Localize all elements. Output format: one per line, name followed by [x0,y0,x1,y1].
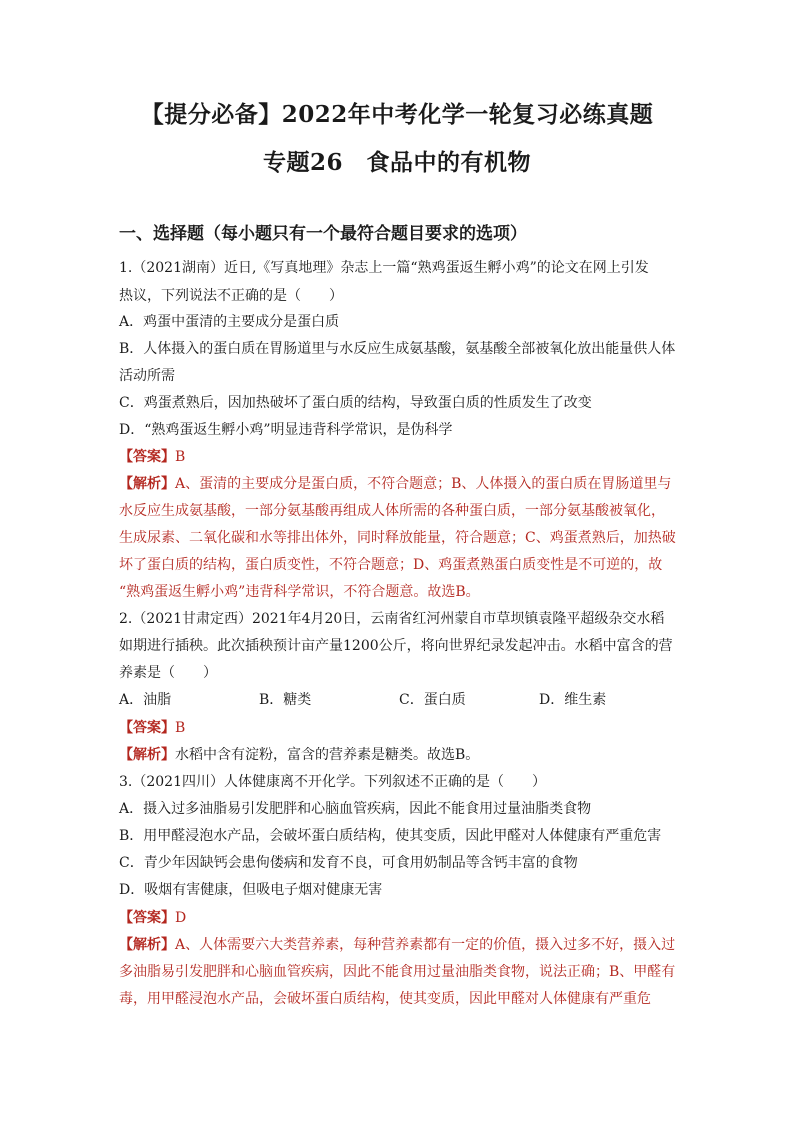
q1-option-b-cont: 活动所需 [119,368,175,384]
analysis-tag: 【解析】 [119,747,175,763]
analysis-tag: 【解析】 [119,476,175,492]
q3-option-b: B．用甲醛浸泡水产品，会破坏蛋白质结构，使其变质，因此甲醛对人体健康有严重危害 [119,828,662,844]
q2-analysis-line [119,745,479,765]
answer-value: D [175,910,187,926]
analysis-text: 水稻中含有淀粉，富含的营养素是糖类。故选B。 [175,747,480,763]
q1-option-c: C．鸡蛋煮熟后，因加热破坏了蛋白质的结构，导致蛋白质的性质发生了改变 [119,395,592,411]
q2-options [119,690,679,710]
q1-option-b: B．人体摄入的蛋白质在胃肠道里与水反应生成氨基酸，氨基酸全部被氧化放出能量供人体 [119,341,676,357]
q2-option-d: D．维生素 [539,692,607,708]
q1-stem-line: 热议，下列说法不正确的是（ ） [119,288,343,304]
q3-option-a: A．摄入过多油脂易引发肥胖和心脑血管疾病，因此不能食用过量油脂类食物 [119,801,592,817]
q3-analysis-line: 多油脂易引发肥胖和心脑血管疾病，因此不能食用过量油脂类食物，说法正确；B、甲醛有 [119,964,676,980]
q2-option-b: B．糖类 [259,692,312,708]
q1-analysis-line: “熟鸡蛋返生孵小鸡”违背科学常识，不符合题意。故选B。 [119,584,480,600]
q1-analysis-line: 生成尿素、二氧化碳和水等排出体外，同时释放能量，符合题意；C、鸡蛋煮熟后，加热破 [119,530,676,546]
analysis-text: A、人体需要六大类营养素，每种营养素都有一定的价值，摄入过多不好，摄入过 [175,937,676,953]
q1-answer [119,447,185,467]
answer-value: B [175,720,186,736]
answer-tag: 【答案】 [119,910,175,926]
answer-tag: 【答案】 [119,720,175,736]
analysis-text: A、蛋清的主要成分是蛋白质，不符合题意；B、人体摄入的蛋白质在胃肠道里与 [175,476,672,492]
q1-option-d: D．“熟鸡蛋返生孵小鸡”明显违背科学常识，是伪科学 [119,422,453,438]
q1-analysis-line: 水反应生成氨基酸，一部分氨基酸再组成人体所需的各种蛋白质，一部分氨基酸被氧化， [119,503,665,519]
q1-stem-line: 1.（2021湖南）近日,《写真地理》杂志上一篇“熟鸡蛋返生孵小鸡”的论文在网上引发 [119,260,649,276]
section-heading: 一、选择题（每小题只有一个最符合题目要求的选项） [119,224,527,244]
q2-stem-line: 2.（2021甘肃定西）2021年4月20日，云南省红河州蒙自市草坝镇袁隆平超级杂交水稻 [119,611,665,627]
document-title: 【提分必备】2022年中考化学一轮复习必练真题 [140,101,654,128]
q3-answer [119,908,186,928]
q1-analysis-line [119,474,671,494]
q1-analysis-line: 坏了蛋白质的结构，蛋白质变性，不符合题意；D、鸡蛋煮熟蛋白质变性是不可逆的，故 [119,557,663,573]
analysis-tag: 【解析】 [119,937,175,953]
answer-tag: 【答案】 [119,449,175,465]
q3-option-c: C．青少年因缺钙会患佝偻病和发育不良，可食用奶制品等含钙丰富的食物 [119,855,578,871]
q1-option-a: A．鸡蛋中蛋清的主要成分是蛋白质 [119,314,340,330]
q3-analysis-line [119,935,675,955]
q3-option-d: D．吸烟有害健康，但吸电子烟对健康无害 [119,882,383,898]
q3-stem-line: 3.（2021四川）人体健康离不开化学。下列叙述不正确的是（ ） [119,774,546,790]
q3-analysis-line: 毒，用甲醛浸泡水产品，会破坏蛋白质结构，使其变质，因此甲醛对人体健康有严重危 [119,991,651,1007]
answer-value: B [175,449,186,465]
q2-stem-line: 养素是（ ） [119,665,217,681]
document-subtitle: 专题26 食品中的有机物 [262,149,531,176]
q2-stem-line: 如期进行插秧。此次插秧预计亩产量1200公斤，将向世界纪录发起冲击。水稻中富含的营 [119,638,673,654]
q2-answer [119,718,185,738]
q2-option-c: C．蛋白质 [399,692,466,708]
q2-option-a: A．油脂 [119,692,172,708]
